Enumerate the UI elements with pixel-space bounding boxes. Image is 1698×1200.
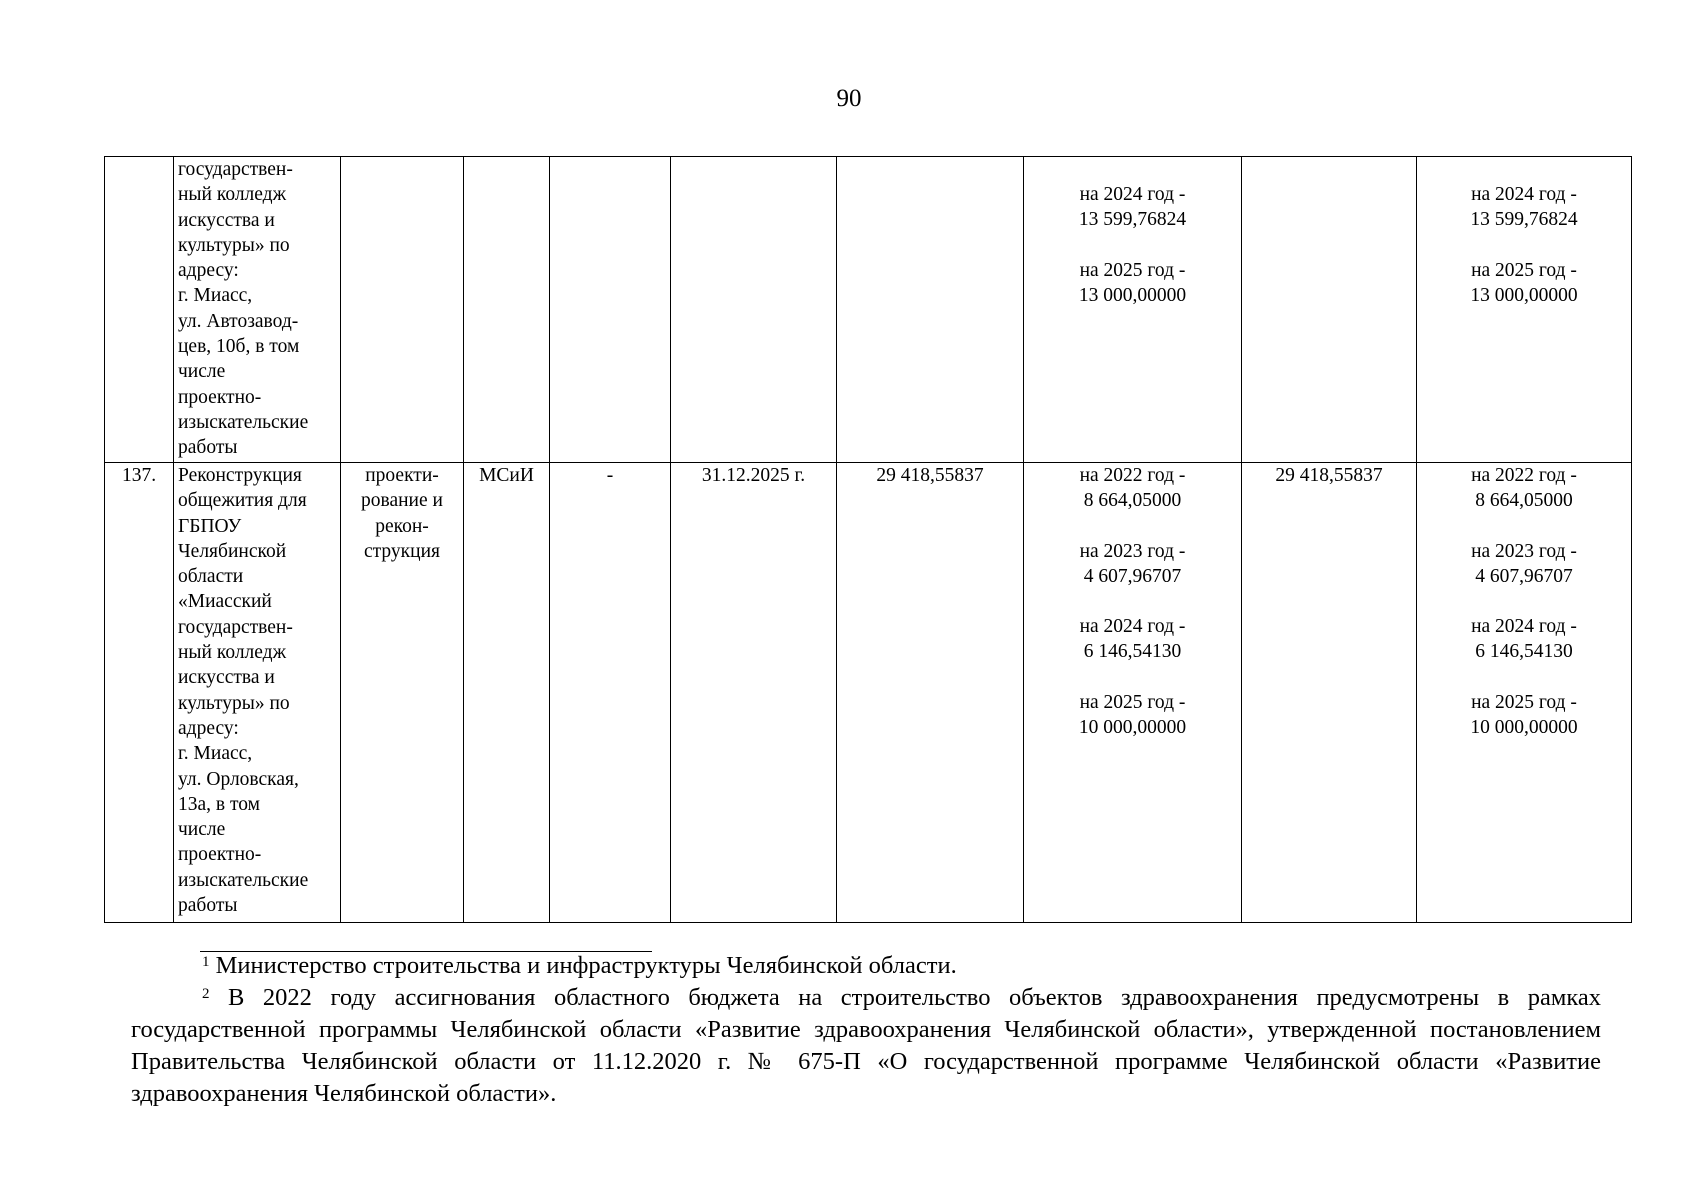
year-label: на 2024 год - xyxy=(1079,616,1186,638)
cell-regional-budget xyxy=(1024,463,1242,923)
name-line: ул. Автозавод- xyxy=(178,310,299,332)
name-line: государствен- xyxy=(178,616,293,638)
name-line: искусства и xyxy=(178,667,275,689)
name-line: общежития для xyxy=(178,490,307,512)
name-line: числе xyxy=(178,819,226,841)
footnote-2-text: В 2022 году ассигнования областного бюджета на строительство объектов здравоохранения предусмотрены в рамках государственной программы Челябинской области «Развитие здравоохранения Челябинской области», утвержденной постановлением Правительства Челябинской области от 11.12.2020 г. № 675-П «О государственной программе Челябинской области «Развитие здравоохранения Челябинской области». xyxy=(131,984,1602,1107)
cell-object-name xyxy=(174,157,341,463)
work-type-line: проекти- xyxy=(365,465,439,486)
name-line: адресу: xyxy=(178,260,239,282)
cell-total-amount: 29 418,55837 xyxy=(1242,463,1417,923)
cell-total-by-year xyxy=(1417,463,1632,923)
name-line: искусства и xyxy=(178,209,275,231)
name-line: цев, 10б, в том xyxy=(178,336,300,358)
cell-start xyxy=(550,157,671,463)
year-value: 6 146,54130 xyxy=(1475,641,1573,663)
year-value: 10 000,00000 xyxy=(1078,717,1187,739)
page-number: 90 xyxy=(836,85,862,112)
cell-number: 137. xyxy=(105,463,174,923)
cell-executor xyxy=(464,157,550,463)
program-objects-table xyxy=(104,156,1632,923)
name-line: числе xyxy=(178,361,226,383)
name-line: «Миасский xyxy=(178,591,272,613)
name-line: области xyxy=(178,566,244,588)
name-line: государствен- xyxy=(178,159,293,180)
cell-total-amount xyxy=(1242,157,1417,463)
name-line: г. Миасс, xyxy=(178,285,253,307)
year-label: на 2024 год - xyxy=(1471,184,1577,205)
name-line: культуры» по xyxy=(178,234,290,256)
cell-work-type xyxy=(341,157,464,463)
cell-number xyxy=(105,157,174,463)
cell-executor: МСиИ xyxy=(464,463,550,923)
footnote-1 xyxy=(131,950,1601,982)
year-value: 6 146,54130 xyxy=(1083,641,1182,663)
year-value: 8 664,05000 xyxy=(1083,490,1182,512)
year-value: 13 000,00000 xyxy=(1470,284,1578,306)
table-row-continued xyxy=(105,157,1632,463)
name-line: работы xyxy=(178,437,238,459)
name-line: адресу: xyxy=(178,717,239,739)
cell-cost xyxy=(837,157,1024,463)
cell-total-by-year xyxy=(1417,157,1632,463)
name-line: изыскательские xyxy=(178,411,309,433)
name-line: изыскательские xyxy=(178,869,309,891)
year-label: на 2024 год - xyxy=(1471,616,1577,638)
year-label: на 2023 год - xyxy=(1471,540,1577,562)
name-line: проектно- xyxy=(178,844,262,866)
year-label: на 2023 год - xyxy=(1079,540,1186,562)
name-line: ный колледж xyxy=(178,184,287,206)
year-label: на 2022 год - xyxy=(1471,465,1577,486)
year-label: на 2025 год - xyxy=(1471,691,1577,713)
table-row-137 xyxy=(105,463,1632,923)
cell-object-name xyxy=(174,463,341,923)
name-line: Челябинской xyxy=(178,540,287,562)
name-line: работы xyxy=(178,895,238,917)
name-line: ул. Орловская, xyxy=(178,768,299,790)
cell-start: - xyxy=(550,463,671,923)
cell-deadline: 31.12.2025 г. xyxy=(671,463,837,923)
cell-deadline xyxy=(671,157,837,463)
cell-work-type xyxy=(341,463,464,923)
cell-cost: 29 418,55837 xyxy=(837,463,1024,923)
year-label: на 2025 год - xyxy=(1471,259,1577,281)
year-value: 10 000,00000 xyxy=(1470,717,1578,739)
footnote-2 xyxy=(131,982,1601,1110)
year-value: 13 599,76824 xyxy=(1078,209,1187,231)
year-value: 13 000,00000 xyxy=(1078,284,1187,306)
year-value: 4 607,96707 xyxy=(1083,565,1182,587)
footnote-2-mark: 2 xyxy=(202,986,210,1002)
footnotes xyxy=(131,950,1601,1110)
work-type-line: струкция xyxy=(364,540,440,562)
name-line: ный колледж xyxy=(178,642,287,664)
name-line: г. Миасс, xyxy=(178,743,253,765)
name-line: 13а, в том xyxy=(178,793,260,815)
year-label: на 2025 год - xyxy=(1079,259,1186,281)
work-type-line: рование и xyxy=(361,490,443,512)
year-value: 8 664,05000 xyxy=(1475,490,1573,512)
name-line: ГБПОУ xyxy=(178,515,242,537)
year-value: 13 599,76824 xyxy=(1470,209,1578,231)
name-line: проектно- xyxy=(178,386,262,408)
name-line: Реконструкция xyxy=(178,465,302,486)
footnote-1-mark: 1 xyxy=(202,954,210,970)
footnote-1-text: Министерство строительства и инфраструктуры Челябинской области. xyxy=(215,952,957,979)
year-label: на 2022 год - xyxy=(1079,465,1186,486)
year-value: 4 607,96707 xyxy=(1475,565,1573,587)
year-label: на 2025 год - xyxy=(1079,691,1186,713)
work-type-line: рекон- xyxy=(375,515,429,537)
cell-regional-budget xyxy=(1024,157,1242,463)
year-label: на 2024 год - xyxy=(1079,184,1186,205)
name-line: культуры» по xyxy=(178,692,290,714)
